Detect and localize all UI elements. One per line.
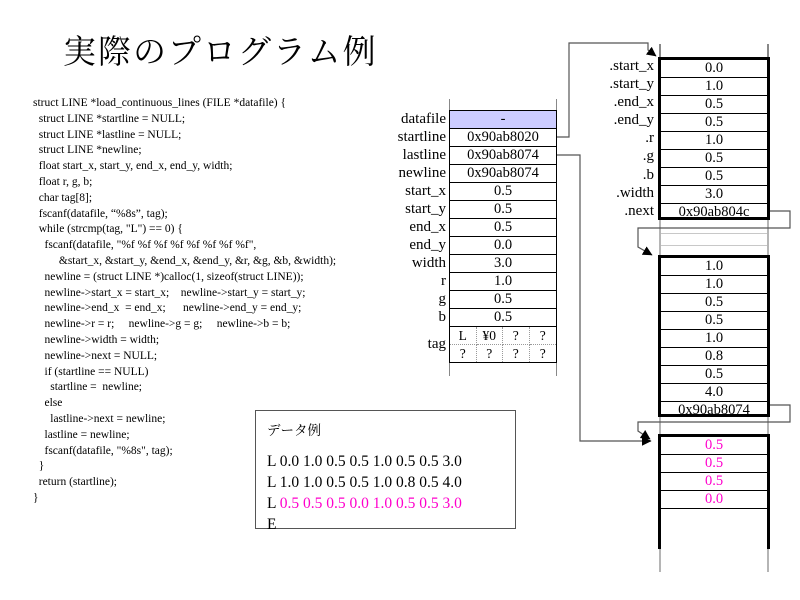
tag-char-cell: ¥0 bbox=[477, 327, 504, 345]
memory-cell: 0.0 bbox=[661, 491, 767, 509]
variable-value-cell: 0x90ab8020 bbox=[449, 128, 557, 147]
memory-cell: 0.5 bbox=[661, 437, 767, 455]
code-line: startline = newline; bbox=[33, 381, 143, 394]
variable-value-cell: 1.0 bbox=[449, 272, 557, 291]
code-line: else bbox=[33, 397, 63, 410]
memory-gap-divider bbox=[661, 233, 767, 234]
variable-label: newline bbox=[398, 165, 446, 181]
tag-char-cell: ? bbox=[477, 345, 504, 362]
tag-char-cell: ? bbox=[539, 346, 546, 361]
memory-cell: 0.8 bbox=[661, 347, 767, 365]
memory-cell: 0.5 bbox=[661, 365, 767, 383]
memory-bottom-fade bbox=[659, 549, 661, 572]
memory-cell: 1.0 bbox=[661, 131, 767, 149]
memory-gap-edge bbox=[767, 417, 769, 434]
code-line: struct LINE *load_continuous_lines (FILE *datafile) { bbox=[33, 97, 287, 109]
code-line: fscanf(datafile, "%8s", tag); bbox=[33, 444, 173, 457]
data-example-line bbox=[267, 514, 462, 535]
memory-empty-cell bbox=[661, 509, 767, 549]
data-example-line bbox=[267, 451, 462, 472]
memory-cell: 0.5 bbox=[661, 455, 767, 473]
code-line: lastline = newline; bbox=[33, 428, 130, 441]
data-example-segment: L bbox=[267, 495, 280, 512]
memory-cell: 0x90ab8074 bbox=[661, 401, 767, 419]
memory-gap-divider bbox=[661, 245, 767, 246]
code-line: fscanf(datafile, "%f %f %f %f %f %f %f %f", bbox=[33, 239, 257, 252]
struct-field-label-column bbox=[530, 57, 654, 220]
variable-value-cell: 0.5 bbox=[449, 290, 557, 309]
data-example-line bbox=[267, 472, 462, 493]
struct-field-label: .end_y bbox=[613, 112, 654, 129]
memory-cell: 3.0 bbox=[661, 185, 767, 203]
code-line: struct LINE *lastline = NULL; bbox=[33, 128, 182, 141]
memory-cell: 0.0 bbox=[704, 60, 724, 76]
code-line: newline->width = width; bbox=[33, 333, 160, 346]
memory-top-tick-left bbox=[659, 44, 661, 57]
memory-cell: 0.5 bbox=[661, 95, 767, 113]
data-example-title: データ例 bbox=[267, 423, 321, 439]
code-line: } bbox=[33, 491, 39, 504]
variable-label: start_x bbox=[405, 183, 446, 199]
variable-value-cell: 0.5 bbox=[449, 308, 557, 327]
code-line: fscanf(datafile, “%8s”, tag); bbox=[33, 207, 168, 220]
data-example-box bbox=[255, 410, 516, 533]
struct-field-label: .g bbox=[642, 148, 654, 165]
code-line: newline->start_x = start_x; newline->start_y = start_y; bbox=[33, 286, 306, 299]
code-line: struct LINE *newline; bbox=[33, 144, 142, 157]
memory-gap-edge bbox=[767, 220, 769, 255]
code-line: if (startline == NULL) bbox=[33, 365, 149, 378]
struct-field-label: .start_y bbox=[609, 76, 654, 93]
variable-label: startline bbox=[397, 129, 446, 145]
data-example-segment: L 0.0 1.0 0.5 0.5 1.0 0.5 0.5 3.0 bbox=[267, 453, 462, 470]
memory-gap-edge bbox=[659, 417, 661, 434]
code-line: newline->end_x = end_x; newline->end_y = end_y; bbox=[33, 302, 302, 315]
data-example-segment: L 1.0 1.0 0.5 0.5 1.0 0.8 0.5 4.0 bbox=[267, 474, 462, 491]
table-bottom-tick-right bbox=[556, 363, 557, 376]
memory-cell: 0x90ab804c bbox=[661, 203, 767, 221]
code-line: } bbox=[33, 460, 45, 473]
tag-char-cell: L bbox=[450, 327, 477, 345]
data-example-segment: 0.5 0.5 0.5 0.0 1.0 0.5 0.5 3.0 bbox=[279, 495, 462, 512]
memory-cell: 1.0 bbox=[704, 258, 724, 274]
memory-cell: 0.5 bbox=[661, 473, 767, 491]
memory-cell: 1.0 bbox=[661, 77, 767, 95]
struct-field-label: .end_x bbox=[613, 94, 654, 111]
tag-char-cell: ? bbox=[450, 345, 477, 362]
variable-value-cell: 3.0 bbox=[449, 254, 557, 273]
table-bottom-tick-left bbox=[449, 363, 450, 376]
code-line: newline = (struct LINE *)calloc(1, sizeof(struct LINE)); bbox=[33, 270, 304, 283]
code-line: lastline->next = newline; bbox=[33, 412, 166, 425]
tag-char-cell: ? bbox=[503, 327, 530, 345]
variable-label: end_y bbox=[409, 237, 446, 253]
code-line: &start_x, &start_y, &end_x, &end_y, &r, &g, &b, &width); bbox=[33, 254, 337, 267]
memory-cell: 4.0 bbox=[661, 383, 767, 401]
code-line: newline->r = r; newline->g = g; newline->b = b; bbox=[33, 318, 291, 331]
memory-gap-edge bbox=[659, 220, 661, 255]
variable-value-cell: 0.5 bbox=[449, 218, 557, 237]
code-line: float r, g, b; bbox=[33, 175, 93, 188]
code-line: float start_x, start_y, end_x, end_y, width; bbox=[33, 160, 233, 173]
variable-label: tag bbox=[427, 336, 446, 352]
memory-block-3 bbox=[658, 434, 770, 549]
data-example-segment: E bbox=[267, 516, 277, 533]
struct-field-label: .next bbox=[624, 202, 654, 219]
memory-cell: 0.5 bbox=[661, 149, 767, 167]
table-top-tick-left bbox=[449, 99, 450, 110]
struct-field-label: .r bbox=[645, 130, 654, 147]
variable-value-cell: 0.0 bbox=[449, 236, 557, 255]
tag-char-array bbox=[449, 326, 557, 363]
memory-cell: 0.5 bbox=[661, 311, 767, 329]
code-line: char tag[8]; bbox=[33, 191, 93, 204]
struct-field-label: .b bbox=[642, 166, 654, 183]
tag-char-cell: ? bbox=[530, 327, 557, 345]
variable-label: r bbox=[441, 273, 446, 289]
variable-value-cell: - bbox=[449, 110, 557, 129]
variable-value-cell: 0x90ab8074 bbox=[449, 146, 557, 165]
variable-label: lastline bbox=[402, 147, 446, 163]
variable-label: datafile bbox=[401, 111, 446, 127]
memory-cell: 1.0 bbox=[661, 275, 767, 293]
data-example-lines bbox=[267, 451, 462, 535]
variable-value-cell: 0.5 bbox=[449, 182, 557, 201]
memory-cell: 0.5 bbox=[661, 113, 767, 131]
variable-label: g bbox=[438, 291, 446, 307]
memory-cell: 0.5 bbox=[661, 293, 767, 311]
memory-bottom-fade bbox=[767, 549, 769, 572]
memory-cell: 1.0 bbox=[661, 329, 767, 347]
slide-title: 実際のプログラム例 bbox=[63, 32, 378, 71]
memory-block-1 bbox=[658, 57, 770, 220]
variable-label: b bbox=[438, 309, 446, 325]
variable-label: width bbox=[411, 255, 446, 271]
memory-top-tick-right bbox=[767, 44, 769, 57]
tag-char-cell: ? bbox=[503, 345, 530, 362]
code-line: newline->next = NULL; bbox=[33, 349, 158, 362]
variable-value-cell: 0.5 bbox=[449, 200, 557, 219]
variable-label-column bbox=[310, 110, 446, 363]
memory-block-2 bbox=[658, 255, 770, 417]
variable-value-cell: 0x90ab8074 bbox=[449, 164, 557, 183]
data-example-line bbox=[267, 493, 462, 514]
struct-field-label: .start_x bbox=[609, 58, 654, 74]
code-line: struct LINE *startline = NULL; bbox=[33, 112, 186, 125]
struct-field-label: .width bbox=[616, 184, 654, 201]
code-line: while (strcmp(tag, "L") == 0) { bbox=[33, 223, 183, 236]
variable-label: end_x bbox=[409, 219, 446, 235]
variable-label: start_y bbox=[405, 201, 446, 217]
code-line: return (startline); bbox=[33, 476, 117, 489]
memory-cell: 0.5 bbox=[661, 167, 767, 185]
